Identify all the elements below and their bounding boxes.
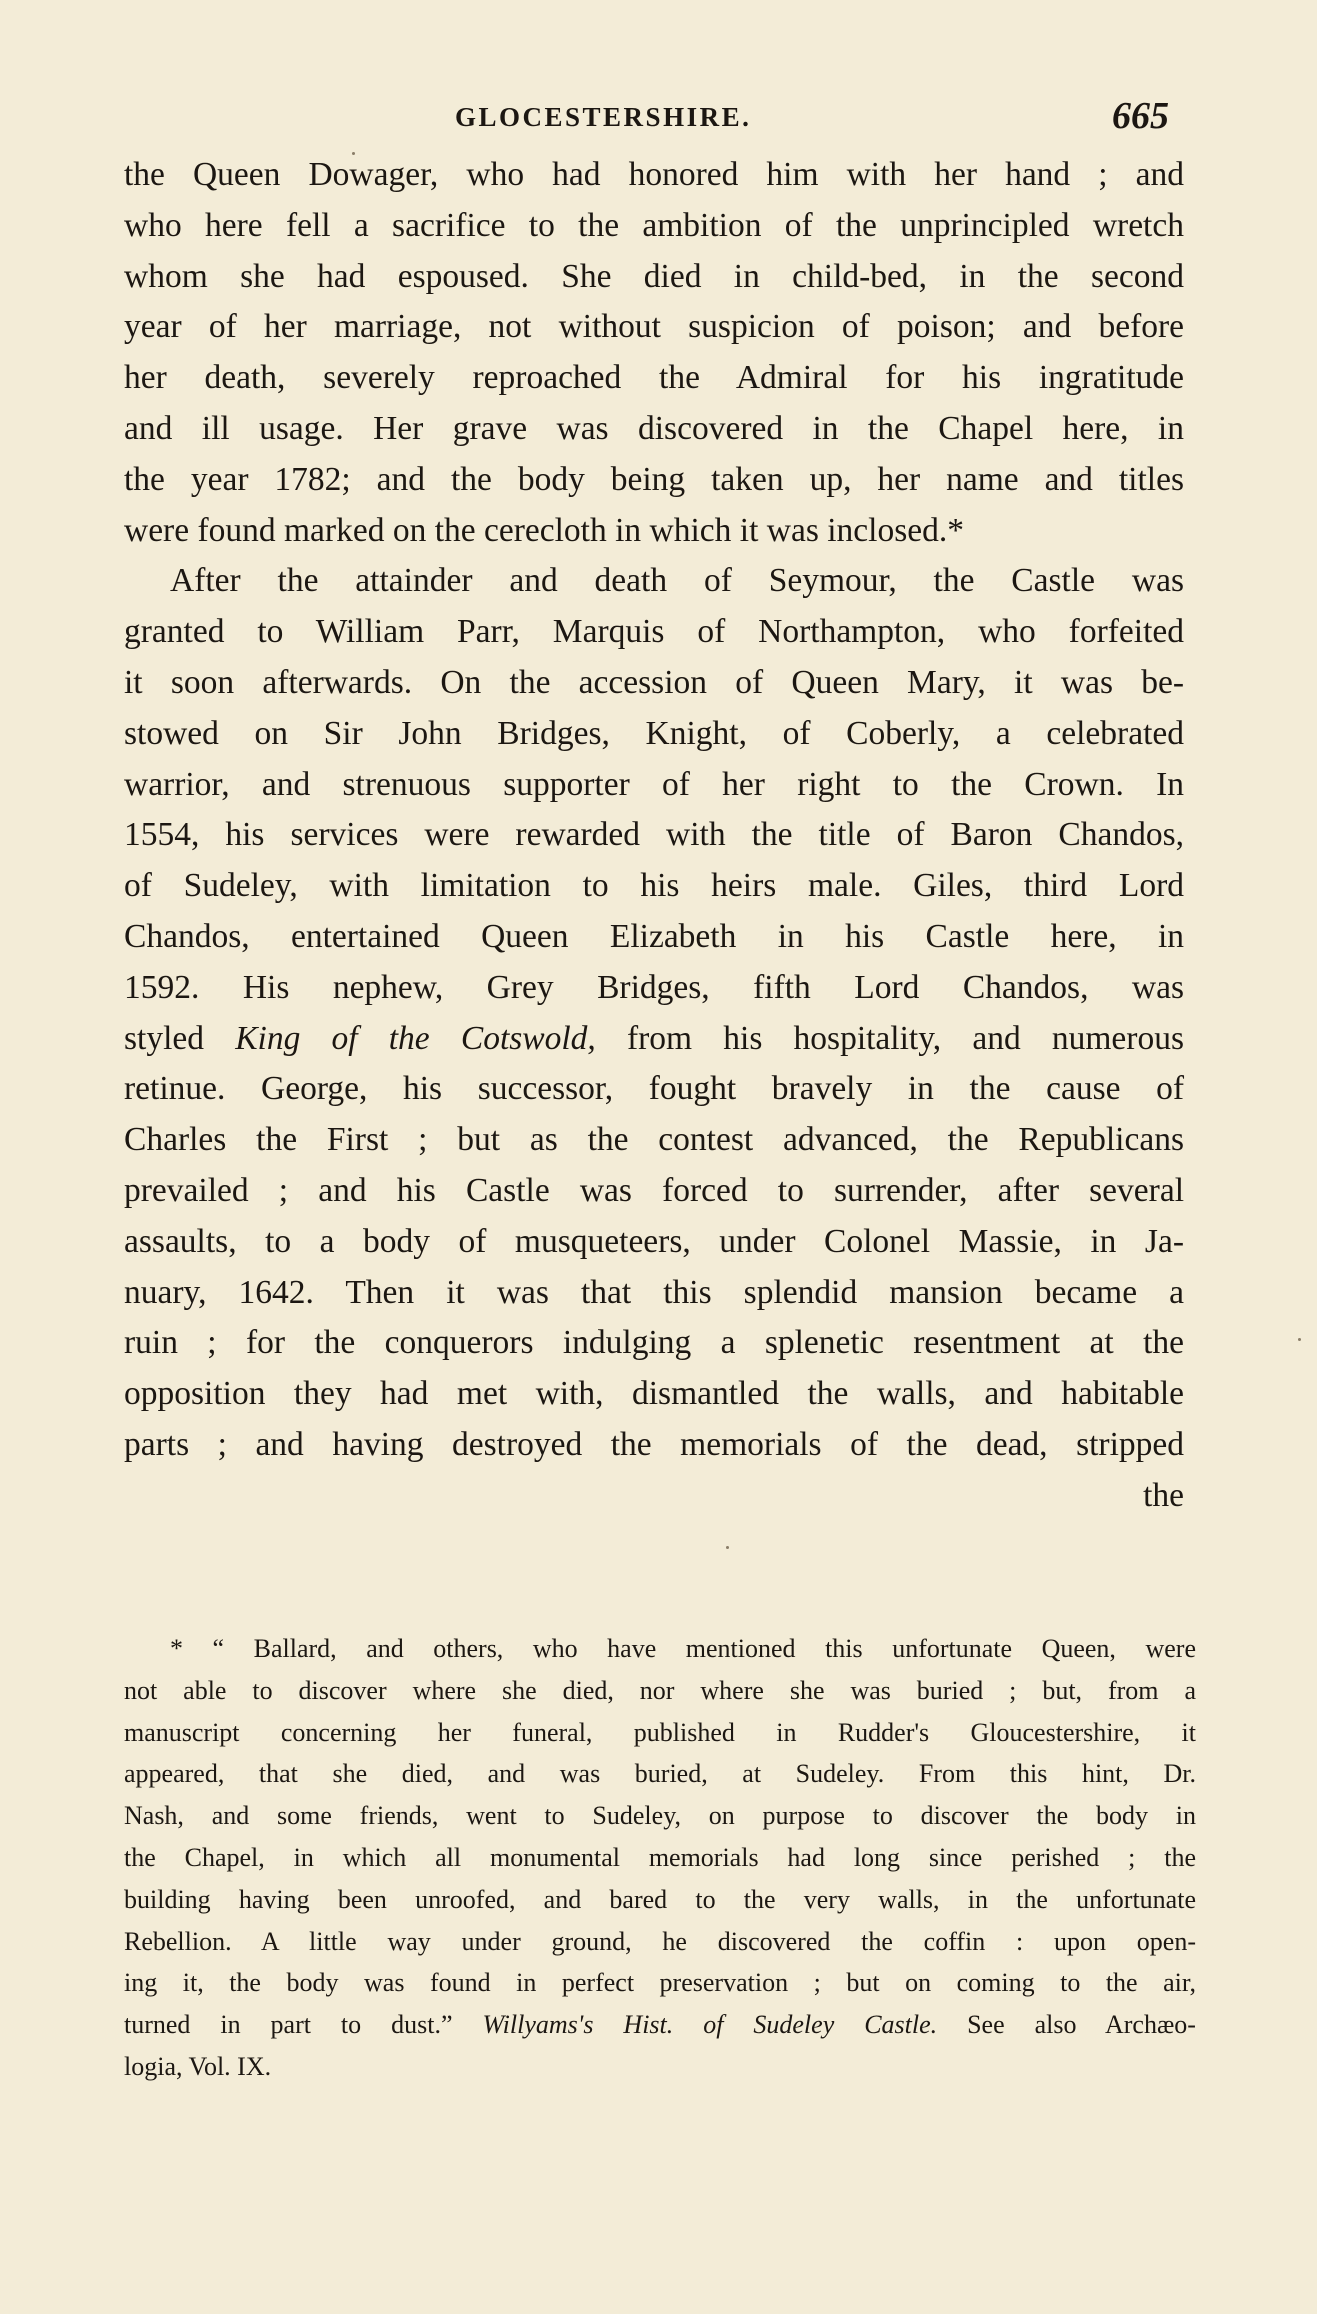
text-line: year of her marriage, not without suspicion of poison; and before [124,308,1184,346]
paper-speck [352,152,355,155]
footnote-line: ing it, the body was found in perfect preservation ; but on coming to the air, [124,1968,1196,1998]
text-line-end: from his hospitality, and numerous [595,1019,1184,1057]
footnote-line: * “ Ballard, and others, who have mentioned this unfortunate Queen, were [170,1634,1196,1663]
italic-title: King of the Cotswold, [235,1019,596,1057]
footnote-line-end: See also Archæo- [937,2010,1196,2040]
footnote-line: Rebellion. A little way under ground, he discovered the coffin : upon open- [124,1926,1196,1956]
footnote-citation: Willyams's Hist. of Sudeley Castle. [482,2010,938,2040]
text-line: were found marked on the cerecloth in which it was inclosed.* [124,511,965,549]
footnote-line: logia, Vol. IX. [124,2051,272,2081]
text-line: 1554, his services were rewarded with the title of Baron Chandos, [124,816,1184,854]
text-line: and ill usage. Her grave was discovered in the Chapel here, in [124,409,1184,447]
text-line: retinue. George, his successor, fought bravely in the cause of [124,1070,1184,1108]
footnote-line: manuscript concerning her funeral, published in Rudder's Gloucestershire, it [124,1717,1196,1747]
text-line: Chandos, entertained Queen Elizabeth in his Castle here, in [124,917,1184,955]
footnote-line: not able to discover where she died, nor where she was buried ; but, from a [124,1675,1196,1705]
footnote-line [124,2004,1196,2046]
text-line: opposition they had met with, dismantled the walls, and habitable [124,1375,1184,1413]
text-line: her death, severely reproached the Admiral for his ingratitude [124,359,1184,397]
footnote-line: appeared, that she died, and was buried, at Sudeley. From this hint, Dr. [124,1759,1196,1789]
text-line: parts ; and having destroyed the memorials of the dead, stripped [124,1425,1184,1463]
text-line: 1592. His nephew, Grey Bridges, fifth Lord Chandos, was [124,968,1184,1006]
main-text [124,150,1184,1522]
footnote [124,1628,1196,2088]
footnote-line: building having been unroofed, and bared to the very walls, in the unfortunate [124,1884,1196,1914]
text-line: it soon afterwards. On the accession of Queen Mary, it was be- [124,663,1184,701]
text-line: of Sudeley, with limitation to his heirs male. Giles, third Lord [124,867,1184,905]
footnote-line: Nash, and some friends, went to Sudeley, on purpose to discover the body in [124,1801,1196,1831]
text-line: stowed on Sir John Bridges, Knight, of Coberly, a celebrated [124,714,1184,752]
text-line: assaults, to a body of musqueteers, under Colonel Massie, in Ja- [124,1222,1184,1260]
footnote-line: the Chapel, in which all monumental memorials had long since perished ; the [124,1842,1196,1872]
footnote-line-start: turned in part to dust.” [124,2010,483,2040]
text-line: who here fell a sacrifice to the ambition of the unprincipled wretch [124,206,1184,244]
paper-speck [1298,1338,1301,1341]
text-line: the Queen Dowager, who had honored him with her hand ; and [124,156,1184,193]
catchword: the [1143,1476,1184,1514]
text-line: ruin ; for the conquerors indulging a splenetic resentment at the [124,1324,1184,1362]
text-line: prevailed ; and his Castle was forced to surrender, after several [124,1171,1184,1209]
running-title: GLOCESTERSHIRE. [455,102,752,132]
text-line [124,1014,1184,1065]
page-number: 665 [1112,95,1169,137]
text-line: nuary, 1642. Then it was that this splendid mansion became a [124,1273,1184,1311]
text-line: the year 1782; and the body being taken up, her name and titles [124,460,1184,498]
text-line-start: styled [124,1019,236,1057]
paper-speck [726,1546,729,1549]
text-line: granted to William Parr, Marquis of Northampton, who forfeited [124,613,1184,651]
text-line: warrior, and strenuous supporter of her right to the Crown. In [124,765,1184,803]
text-line: After the attainder and death of Seymour, the Castle was [170,562,1184,600]
text-line: whom she had espoused. She died in child-bed, in the second [124,257,1184,295]
text-line: Charles the First ; but as the contest advanced, the Republicans [124,1121,1184,1159]
